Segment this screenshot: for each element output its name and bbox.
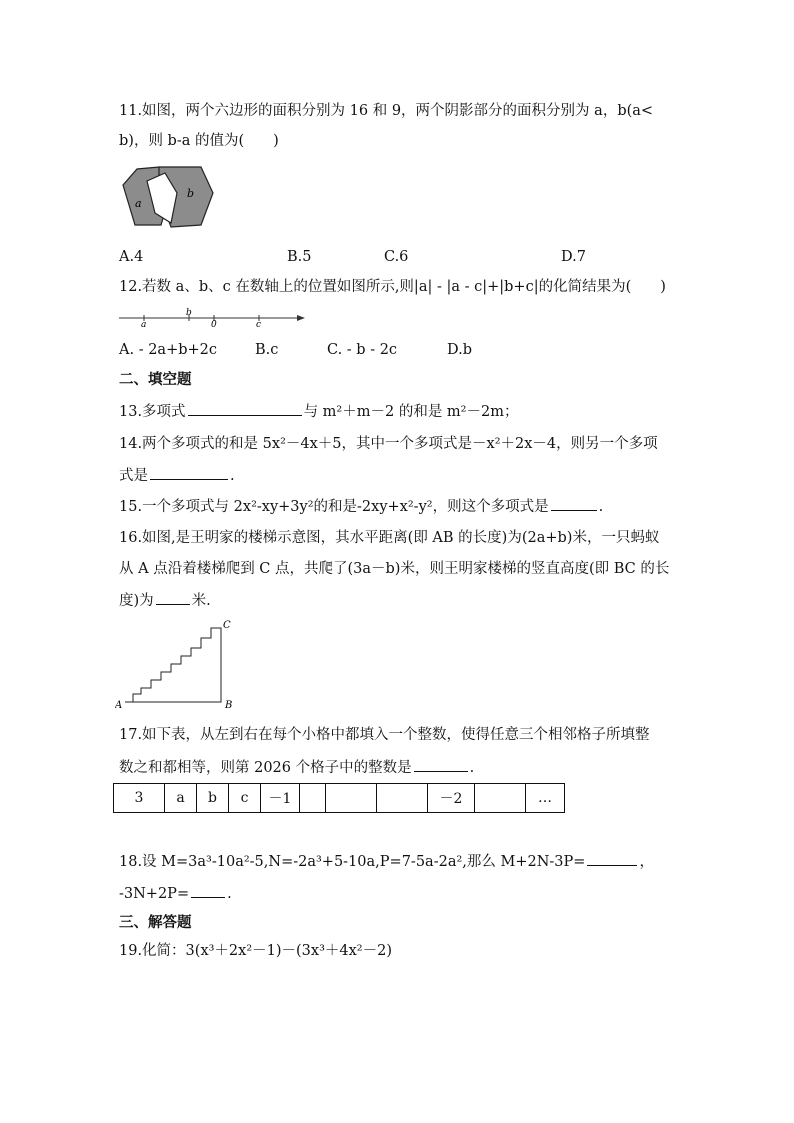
q16-line3: [119, 590, 211, 611]
label-a: a: [135, 197, 142, 210]
label-A: A: [115, 700, 123, 710]
q17-post: .: [469, 760, 475, 776]
q15: [119, 496, 603, 517]
q11-line1: 11.如图，两个六边形的面积分别为 16 和 9，两个阴影部分的面积分别为 a，b(a<: [119, 103, 654, 119]
q14-line2: [119, 465, 235, 486]
q14-pre: 式是: [119, 468, 148, 484]
table-cell: －2: [428, 784, 475, 813]
table-cell: c: [229, 784, 261, 813]
staircase-outline: [125, 628, 221, 702]
q11-option-b: B.5: [287, 249, 312, 265]
q17-line1: 17.如下表，从左到右在每个小格中都填入一个整数，使得任意三个相邻格子所填整: [119, 727, 650, 743]
q14-answer-blank[interactable]: [150, 465, 228, 480]
q11-option-a: A.4: [119, 249, 144, 265]
q11-hexagon-figure: [117, 163, 215, 231]
table-cell: 3: [114, 784, 165, 813]
q12-option-d: D.b: [447, 342, 472, 358]
q18-line2: [119, 883, 232, 904]
axis-label-a: a: [141, 320, 147, 330]
q16-line2: 从 A 点沿着楼梯爬到 C 点，共爬了(3a－b)米，则王明家楼梯的竖直高度(即 BC 的长: [119, 561, 670, 577]
table-cell: [326, 784, 377, 813]
q13-pre: 13.多项式: [119, 404, 186, 420]
q16-pre: 度)为: [119, 593, 154, 609]
table-row: [114, 784, 565, 813]
axis-label-0: 0: [211, 320, 217, 330]
axis-label-b: b: [186, 308, 192, 318]
q13: [119, 401, 518, 422]
q16-answer-blank[interactable]: [156, 590, 190, 605]
q16-post: 米.: [191, 593, 211, 609]
table-cell: [300, 784, 326, 813]
table-cell: …: [526, 784, 565, 813]
q15-answer-blank[interactable]: [551, 496, 597, 511]
axis-arrow: [297, 315, 305, 321]
label-b: b: [187, 187, 195, 200]
q18-pre: 18.设 M=3a³-10a²-5,N=-2a³+5-10a,P=7-5a-2a²,那么 M+2N-3P=: [119, 854, 586, 870]
table-cell: [377, 784, 428, 813]
table-cell: －1: [261, 784, 300, 813]
table-cell: [475, 784, 526, 813]
section-3-heading: 三、解答题: [119, 915, 192, 931]
q14-post: .: [230, 468, 235, 484]
q13-post: 与 m²＋m－2 的和是 m²－2m；: [303, 404, 519, 420]
q16-staircase-figure: [115, 616, 239, 710]
q11-option-d: D.7: [561, 249, 586, 265]
q17-sequence-table: [113, 783, 565, 813]
q18-answer-blank-2[interactable]: [191, 883, 225, 898]
axis-label-c: c: [256, 320, 262, 330]
label-C: C: [223, 620, 231, 631]
q14-line1: 14.两个多项式的和是 5x²－4x＋5，其中一个多项式是－x²＋2x－4，则另一个多项: [119, 436, 658, 452]
q12-option-c: C. - b - 2c: [327, 342, 398, 358]
section-2-heading: 二、填空题: [119, 372, 192, 388]
q11-line2: b)，则 b-a 的值为( ): [119, 133, 279, 149]
table-cell: b: [197, 784, 229, 813]
q18-post: ，: [639, 854, 654, 870]
q15-post: .: [598, 499, 604, 515]
q12-stem: 12.若数 a、b、c 在数轴上的位置如图所示,则|a| - |a - c|+|b+c|的化简结果为( ): [119, 279, 666, 295]
q19-text: 19.化简：3(x³＋2x²－1)－(3x³＋4x²－2): [119, 943, 392, 959]
q18-post-2: .: [227, 886, 232, 902]
q18-line1: [119, 851, 654, 872]
q11-option-c: C.6: [384, 249, 409, 265]
q17-line2: [119, 757, 474, 778]
q16-line1: 16.如图,是王明家的楼梯示意图，其水平距离(即 AB 的长度)为(2a+b)米，一只蚂蚁: [119, 530, 660, 546]
q18-pre-2: -3N+2P=: [119, 886, 190, 902]
q17-pre: 数之和都相等，则第 2026 个格子中的整数是: [119, 760, 412, 776]
q18-answer-blank-1[interactable]: [587, 851, 637, 866]
q13-answer-blank[interactable]: [188, 401, 302, 416]
q12-option-b: B.c: [255, 342, 279, 358]
q12-number-line: [117, 306, 309, 330]
label-B: B: [225, 700, 233, 710]
q17-answer-blank[interactable]: [414, 757, 468, 772]
q12-option-a: A. - 2a+b+2c: [119, 342, 217, 358]
table-cell: a: [165, 784, 197, 813]
q15-pre: 15.一个多项式与 2x²-xy+3y²的和是-2xy+x²-y²，则这个多项式是: [119, 499, 549, 515]
